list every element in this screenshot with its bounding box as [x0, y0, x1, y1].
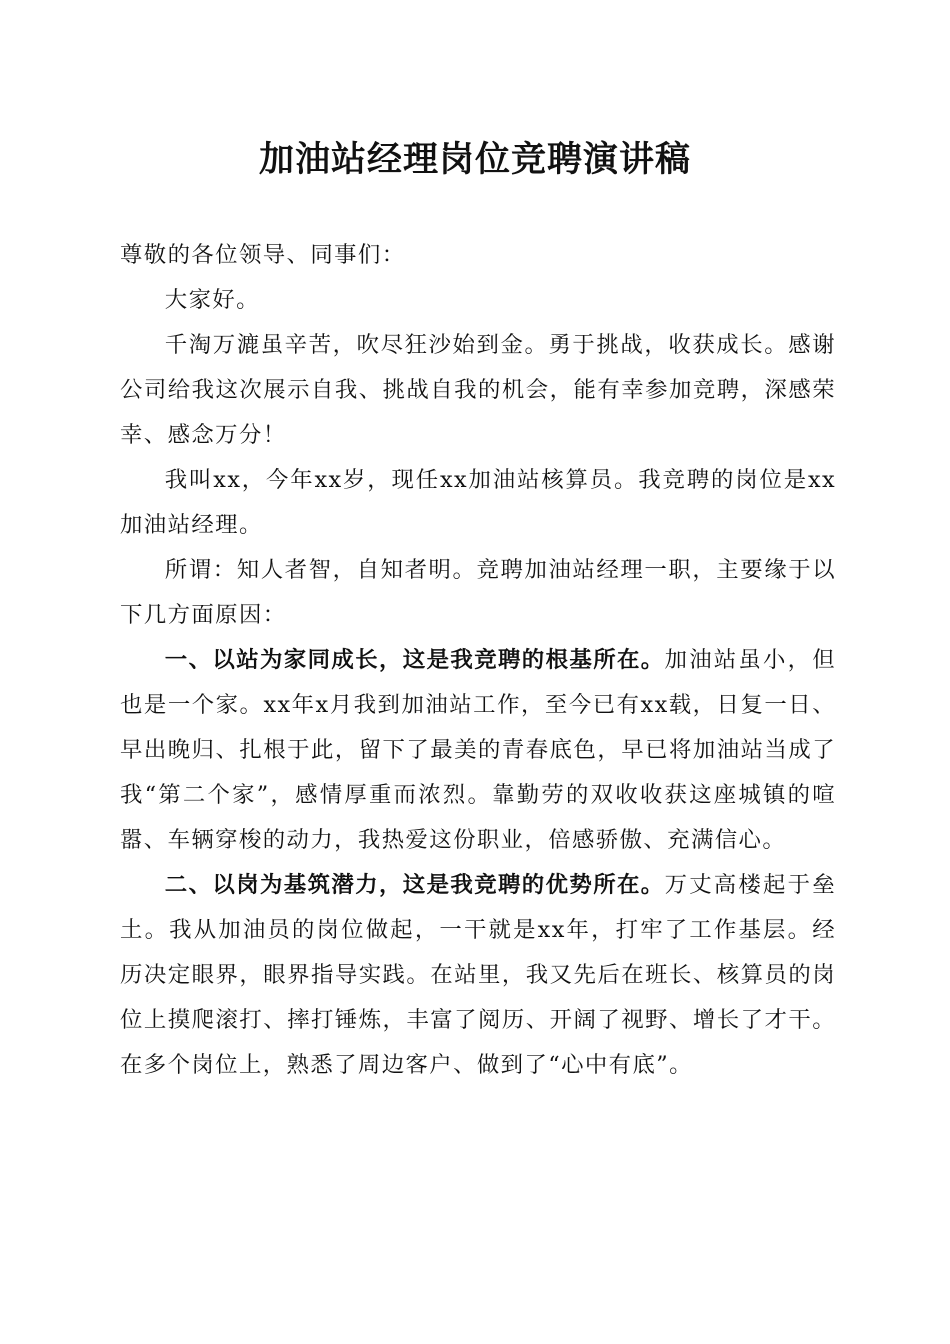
salutation: 尊敬的各位领导、同事们： [120, 242, 406, 268]
document-title: 加油站经理岗位竞聘演讲稿 [258, 139, 691, 180]
section-text-2: 万丈高楼起于垒土。我从加油员的岗位做起，一干就是xx年，打牢了工作基层。经历决定眼界，眼界指导实践。在站里，我又先后在班长、核算员的岗位上摸爬滚打、摔打锤炼，丰富了阅历、开阔了视野、增长了才干。在多个岗位上，熟悉了周边客户、做到了“心中有底”。 [120, 872, 836, 1078]
section-heading-1: 一、以站为家同成长，这是我竞聘的根基所在。 [164, 647, 665, 673]
section-text-1: 加油站虽小，但也是一个家。xx年x月我到加油站工作，至今已有xx载，日复一日、早出晚归、扎根于此，留下了最美的青春底色，早已将加油站当成了我“第二个家”，感情厚重而浓烈。靠勤劳的双收收获这座城镇的喧嚣、车辆穿梭的动力，我热爱这份职业，倍感骄傲、充满信心。 [120, 647, 836, 853]
paragraph-opening: 千淘万漉虽辛苦，吹尽狂沙始到金。勇于挑战，收获成长。感谢公司给我这次展示自我、挑战自我的机会，能有幸参加竞聘，深感荣幸、感念万分！ [120, 332, 836, 448]
document-body [120, 233, 836, 1088]
section-paragraph-2 [120, 863, 836, 1088]
section-paragraph-1 [120, 638, 836, 863]
section-heading-2: 二、以岗为基筑潜力，这是我竞聘的优势所在。 [164, 872, 665, 898]
paragraph-reasons-intro: 所谓：知人者智，自知者明。竞聘加油站经理一职，主要缘于以下几方面原因： [120, 557, 836, 628]
greeting: 大家好。 [164, 287, 260, 313]
paragraph-self-introduction: 我叫xx，今年xx岁，现任xx加油站核算员。我竞聘的岗位是xx加油站经理。 [120, 467, 836, 538]
